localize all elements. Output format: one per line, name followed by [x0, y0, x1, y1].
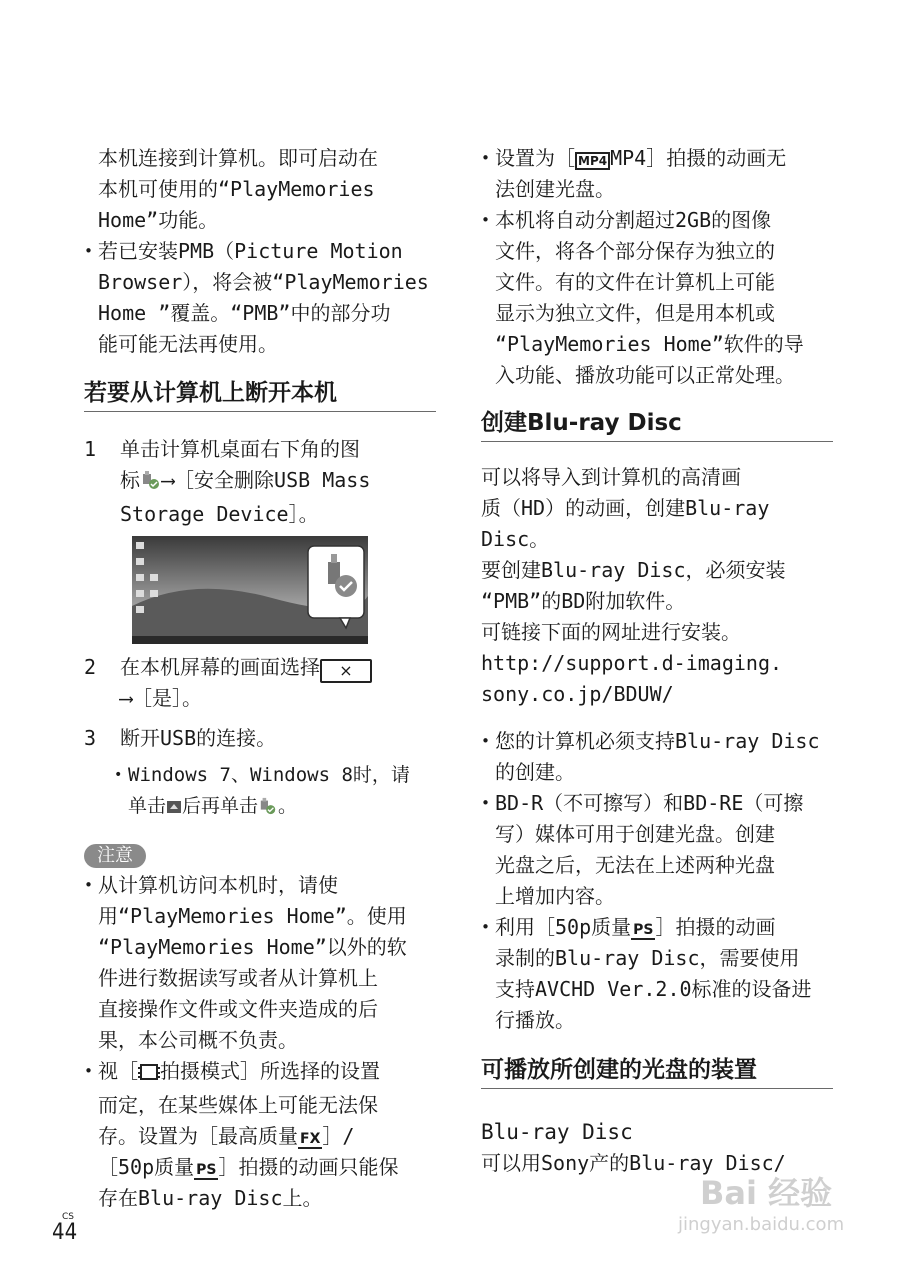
url-line: http://support.d-imaging. — [481, 651, 783, 675]
intro-line: 本机可使用的“PlayMemories — [98, 177, 375, 201]
text-line — [98, 1056, 436, 1090]
text-fragment: ］拍摄的动画只能保 — [218, 1155, 399, 1179]
page-number: 44 — [52, 1220, 78, 1245]
text-line: 上增加内容。 — [495, 884, 615, 908]
mp4-format-icon: MP4 — [575, 152, 610, 170]
text-line: 写）媒体可用于创建光盘。创建 — [495, 822, 775, 846]
text-line: • 若已安装PMB（Picture Motion — [98, 239, 403, 263]
bd-heading: 创建Blu-ray Disc — [481, 408, 833, 442]
text-fragment: 在本机屏幕的画面选择 — [120, 655, 320, 679]
ps-quality-icon: PS — [633, 922, 654, 938]
film-icon — [138, 1059, 160, 1090]
disconnect-heading: 若要从计算机上断开本机 — [84, 378, 436, 412]
text-fragment: 利用［50p质量 — [495, 915, 632, 939]
watermark-brand: Bai 经验 — [700, 1174, 833, 1212]
bd-bullet-2 — [481, 788, 833, 912]
text-line: Home ”覆盖。“PMB”中的部分功 — [98, 301, 391, 325]
text-line — [120, 683, 436, 714]
safely-remove-hardware-icon — [140, 468, 162, 499]
text-line: 断开USB的连接。 — [120, 726, 277, 750]
right-column — [481, 143, 833, 1179]
safely-remove-hardware-icon — [258, 794, 278, 825]
text-line: • 您的计算机必须支持Blu-ray Disc — [495, 729, 820, 753]
windows-sub-bullet — [84, 760, 436, 825]
text-line — [120, 652, 436, 683]
bullet-pmb — [84, 236, 436, 360]
text-fragment: ］/ — [322, 1124, 355, 1148]
text-line: 入功能、播放功能可以正常处理。 — [495, 363, 795, 387]
bd-bullet-3 — [481, 912, 833, 1036]
note-bullet-1 — [84, 870, 436, 1056]
fx-quality-icon: FX — [300, 1131, 321, 1147]
text-line: 直接操作文件或文件夹造成的后 — [98, 997, 378, 1021]
text-line: 果，本公司概不负责。 — [98, 1028, 298, 1052]
text-fragment: 设置为［ — [495, 146, 575, 170]
bd-bullet-1 — [481, 726, 833, 788]
intro-line: Home”功能。 — [98, 208, 219, 232]
close-button-icon: × — [320, 659, 372, 683]
text-fragment: ［50p质量 — [98, 1155, 195, 1179]
intro-line: 本机连接到计算机。即可启动在 — [98, 146, 378, 170]
text-line: 文件，将各个部分保存为独立的 — [495, 239, 775, 263]
text-fragment: 单击 — [128, 795, 167, 817]
arrow-icon: ⟶ — [162, 468, 175, 492]
text-line: 单击计算机桌面右下角的图 — [120, 437, 360, 461]
text-fragment: 视［ — [98, 1059, 138, 1083]
page-language-code: CS — [62, 1212, 74, 1222]
desktop-screenshot — [132, 536, 368, 644]
note-label-row — [84, 839, 436, 870]
text-line — [120, 465, 436, 499]
watermark-url: jingyan.baidu.com — [678, 1214, 845, 1235]
text-line — [128, 791, 436, 825]
text-line: 支持AVCHD Ver.2.0标准的设备进 — [495, 977, 812, 1001]
text-fragment: 后再单击 — [182, 795, 259, 817]
text-line: 文件。有的文件在计算机上可能 — [495, 270, 775, 294]
text-line — [98, 1152, 436, 1183]
text-line: 可以用Sony产的Blu-ray Disc/ — [481, 1151, 786, 1175]
text-line: 存在Blu-ray Disc上。 — [98, 1186, 323, 1210]
step-number: 2 — [84, 655, 97, 679]
text-line: • 从计算机访问本机时，请使 — [98, 873, 338, 897]
ps-quality-icon: PS — [196, 1162, 217, 1178]
playback-subheading: Blu-ray Disc — [481, 1120, 633, 1144]
text-line: 而定，在某些媒体上可能无法保 — [98, 1093, 378, 1117]
text-line: 能可能无法再使用。 — [98, 332, 278, 356]
text-line — [495, 912, 833, 943]
text-line: 件进行数据读写或者从计算机上 — [98, 966, 378, 990]
text-fragment: MP4］拍摄的动画无 — [610, 146, 787, 170]
playback-heading: 可播放所创建的光盘的装置 — [481, 1055, 833, 1089]
url-line: sony.co.jp/BDUW/ — [481, 682, 674, 706]
text-line: Browser），将会被“PlayMemories — [98, 270, 429, 294]
arrow-icon: ⟶ — [120, 686, 133, 710]
show-hidden-icons-icon — [166, 794, 182, 825]
text-line: 可以将导入到计算机的高清画 — [481, 465, 741, 489]
text-fragment: 拍摄模式］所选择的设置 — [160, 1059, 380, 1083]
step-number: 3 — [84, 726, 97, 750]
step-1 — [84, 434, 436, 530]
text-line: 显示为独立文件，但是用本机或 — [495, 301, 775, 325]
text-fragment: 标 — [120, 468, 140, 492]
text-line: • 本机将自动分割超过2GB的图像 — [495, 208, 772, 232]
text-fragment: ［安全删除USB Mass — [174, 468, 371, 492]
text-line: 用“PlayMemories Home”。使用 — [98, 904, 407, 928]
text-line: 行播放。 — [495, 1008, 575, 1032]
text-fragment: ［是］。 — [132, 686, 203, 710]
text-line: “PMB”的BD附加软件。 — [481, 589, 686, 613]
text-line: “PlayMemories Home”以外的软 — [98, 935, 407, 959]
text-fragment: 存。设置为［最高质量 — [98, 1124, 298, 1148]
text-fragment: 。 — [278, 795, 298, 817]
text-line: • Windows 7、Windows 8时，请 — [128, 764, 410, 786]
text-line: 法创建光盘。 — [495, 177, 615, 201]
text-line: Storage Device］。 — [120, 502, 319, 526]
step-number: 1 — [84, 437, 97, 461]
note-badge: 注意 — [84, 844, 146, 868]
text-line — [98, 1121, 436, 1152]
bullet-split — [481, 205, 833, 391]
text-fragment: ］拍摄的动画 — [655, 915, 776, 939]
bd-paragraph — [481, 462, 833, 710]
note-bullet-2 — [84, 1056, 436, 1214]
left-column — [84, 143, 436, 1214]
text-line: “PlayMemories Home”软件的导 — [495, 332, 804, 356]
text-line — [495, 143, 833, 174]
text-line: 录制的Blu-ray Disc，需要使用 — [495, 946, 800, 970]
text-line: 质（HD）的动画，创建Blu-ray — [481, 496, 770, 520]
text-line: Disc。 — [481, 527, 550, 551]
bullet-mp4 — [481, 143, 833, 205]
step-2 — [84, 652, 436, 714]
text-line: • BD-R（不可擦写）和BD-RE（可擦 — [495, 791, 804, 815]
step-3 — [84, 723, 436, 754]
text-line: 要创建Blu-ray Disc，必须安装 — [481, 558, 786, 582]
text-line: 的创建。 — [495, 760, 575, 784]
text-line: 可链接下面的网址进行安装。 — [481, 620, 741, 644]
text-line: 光盘之后，无法在上述两种光盘 — [495, 853, 775, 877]
